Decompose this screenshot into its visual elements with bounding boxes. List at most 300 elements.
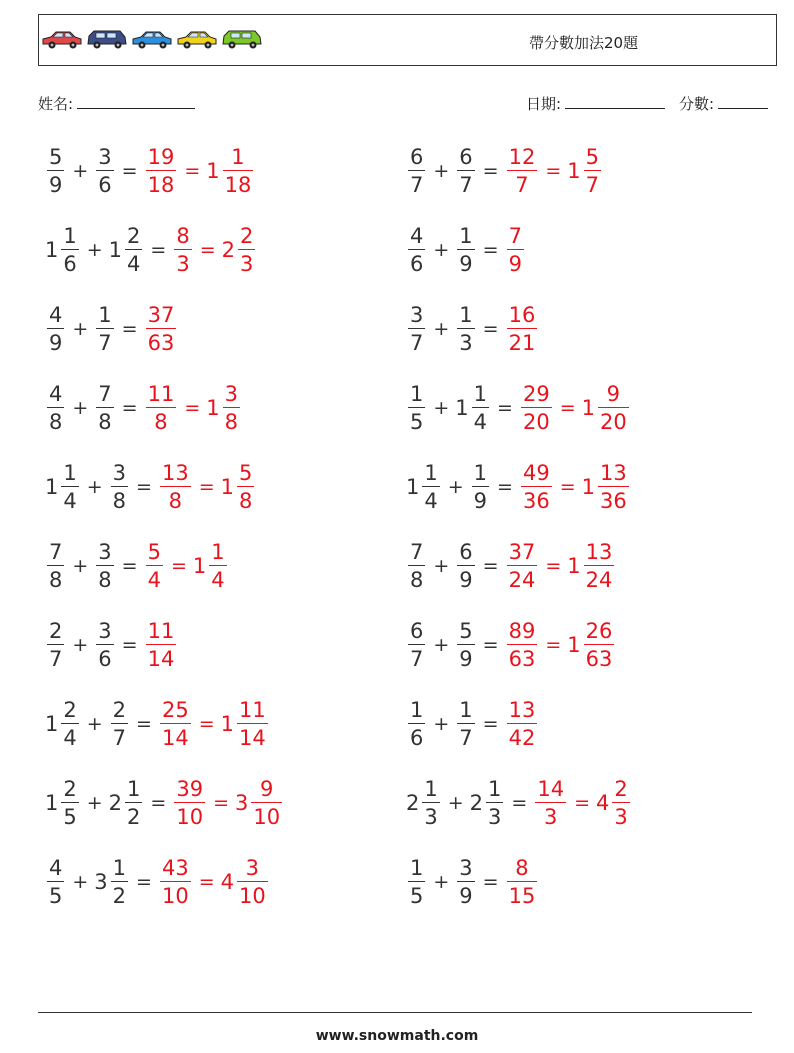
fraction bbox=[408, 698, 425, 750]
fraction bbox=[61, 698, 78, 750]
fraction bbox=[96, 382, 113, 434]
numerator: 6 bbox=[459, 145, 473, 169]
denominator: 63 bbox=[585, 647, 613, 671]
fraction-bar bbox=[457, 723, 474, 724]
numerator: 7 bbox=[410, 540, 424, 564]
whole-number: 1 bbox=[220, 475, 234, 499]
fraction-bar bbox=[408, 881, 425, 882]
fraction bbox=[408, 540, 425, 592]
fraction-bar bbox=[96, 170, 113, 171]
equals-sign: = bbox=[121, 160, 138, 182]
fraction bbox=[160, 856, 191, 908]
denominator: 3 bbox=[488, 805, 502, 829]
equals-sign: = bbox=[184, 397, 201, 419]
answer bbox=[144, 145, 179, 197]
equals-sign: = bbox=[199, 239, 216, 261]
score-blank[interactable] bbox=[718, 94, 768, 109]
footer-divider bbox=[38, 1012, 752, 1013]
numerator: 37 bbox=[508, 540, 536, 564]
fraction-bar bbox=[472, 486, 489, 487]
fraction-bar bbox=[237, 881, 268, 882]
fraction bbox=[174, 224, 191, 276]
fraction bbox=[61, 224, 78, 276]
answer bbox=[144, 619, 179, 671]
blue-car-icon bbox=[131, 27, 173, 55]
denominator: 7 bbox=[459, 726, 473, 750]
equals-sign: = bbox=[184, 160, 201, 182]
denominator: 14 bbox=[147, 647, 175, 671]
denominator: 4 bbox=[147, 568, 161, 592]
car-icons bbox=[41, 27, 263, 55]
plus-sign: + bbox=[433, 160, 450, 182]
denominator: 10 bbox=[161, 884, 189, 908]
fraction bbox=[408, 145, 425, 197]
fraction-bar bbox=[125, 249, 142, 250]
numerator: 1 bbox=[410, 698, 424, 722]
fraction-bar bbox=[457, 565, 474, 566]
denominator: 5 bbox=[49, 884, 63, 908]
denominator: 18 bbox=[147, 173, 175, 197]
answer bbox=[533, 777, 568, 829]
denominator: 8 bbox=[49, 568, 63, 592]
denominator: 5 bbox=[63, 805, 77, 829]
denominator: 7 bbox=[515, 173, 529, 197]
fraction-bar bbox=[507, 565, 538, 566]
equals-sign: = bbox=[511, 792, 528, 814]
fraction-bar bbox=[146, 328, 177, 329]
answer bbox=[193, 540, 229, 592]
answer bbox=[158, 698, 193, 750]
denominator: 6 bbox=[63, 252, 77, 276]
problem-9 bbox=[45, 461, 256, 513]
problem-17 bbox=[45, 777, 284, 829]
fraction bbox=[472, 461, 489, 513]
fraction-bar bbox=[507, 328, 538, 329]
numerator: 1 bbox=[488, 777, 502, 801]
numerator: 3 bbox=[98, 145, 112, 169]
fraction-bar bbox=[408, 249, 425, 250]
denominator: 2 bbox=[112, 884, 127, 908]
numerator: 5 bbox=[239, 461, 253, 485]
numerator: 1 bbox=[410, 856, 424, 880]
fraction-bar bbox=[160, 881, 191, 882]
numerator: 11 bbox=[147, 382, 175, 406]
denominator: 63 bbox=[508, 647, 536, 671]
answer bbox=[221, 698, 270, 750]
whole-number: 2 bbox=[108, 791, 123, 815]
fraction bbox=[47, 619, 64, 671]
equals-sign: = bbox=[482, 634, 499, 656]
fraction bbox=[408, 619, 425, 671]
denominator: 5 bbox=[410, 410, 424, 434]
whole-number: 1 bbox=[567, 633, 581, 657]
denominator: 3 bbox=[614, 805, 628, 829]
fraction-bar bbox=[408, 328, 425, 329]
equals-sign: = bbox=[121, 318, 138, 340]
fraction bbox=[146, 619, 177, 671]
numerator: 4 bbox=[49, 856, 63, 880]
equals-sign: = bbox=[170, 555, 187, 577]
equals-sign: = bbox=[574, 792, 590, 814]
whole-number: 1 bbox=[108, 238, 123, 262]
numerator: 11 bbox=[147, 619, 175, 643]
denominator: 6 bbox=[410, 252, 424, 276]
fraction-bar bbox=[507, 881, 538, 882]
fraction bbox=[47, 145, 64, 197]
fraction bbox=[507, 540, 538, 592]
fraction-bar bbox=[598, 486, 629, 487]
fraction-bar bbox=[472, 407, 489, 408]
denominator: 3 bbox=[424, 805, 438, 829]
denominator: 15 bbox=[508, 884, 536, 908]
answer bbox=[505, 698, 540, 750]
problem-7 bbox=[45, 382, 242, 434]
denominator: 36 bbox=[600, 489, 627, 513]
fraction-bar bbox=[408, 170, 425, 171]
fraction bbox=[174, 777, 205, 829]
fraction bbox=[472, 382, 489, 434]
answer bbox=[144, 303, 179, 355]
numerator: 39 bbox=[176, 777, 204, 801]
numerator: 3 bbox=[224, 382, 238, 406]
fraction-bar bbox=[422, 486, 439, 487]
numerator: 1 bbox=[211, 540, 225, 564]
whole-number: 3 bbox=[235, 791, 249, 815]
fraction bbox=[61, 777, 78, 829]
denominator: 7 bbox=[49, 647, 63, 671]
answer bbox=[158, 461, 193, 513]
problem-4 bbox=[406, 224, 526, 276]
fraction-bar bbox=[251, 802, 282, 803]
fraction-bar bbox=[47, 565, 64, 566]
plus-sign: + bbox=[433, 634, 450, 656]
fraction-bar bbox=[96, 565, 113, 566]
plus-sign: + bbox=[86, 239, 103, 261]
answer bbox=[582, 461, 631, 513]
equals-sign: = bbox=[545, 634, 562, 656]
fraction-bar bbox=[584, 644, 615, 645]
fraction-bar bbox=[223, 407, 240, 408]
fraction bbox=[47, 303, 64, 355]
numerator: 5 bbox=[147, 540, 161, 564]
whole-number: 4 bbox=[220, 870, 234, 894]
fraction bbox=[146, 540, 163, 592]
navy-suv-icon bbox=[86, 27, 128, 55]
yellow-car-icon bbox=[176, 27, 218, 55]
fraction bbox=[209, 540, 226, 592]
problem-11 bbox=[45, 540, 229, 592]
denominator: 4 bbox=[63, 489, 77, 513]
fraction bbox=[160, 698, 191, 750]
plus-sign: + bbox=[433, 871, 450, 893]
plus-sign: + bbox=[72, 160, 89, 182]
fraction bbox=[422, 461, 439, 513]
denominator: 10 bbox=[176, 805, 204, 829]
denominator: 42 bbox=[508, 726, 536, 750]
plus-sign: + bbox=[72, 871, 89, 893]
fraction-bar bbox=[457, 881, 474, 882]
fraction-bar bbox=[96, 407, 113, 408]
whole-number: 1 bbox=[406, 475, 420, 499]
denominator: 7 bbox=[410, 331, 424, 355]
numerator: 1 bbox=[473, 382, 488, 406]
numerator: 1 bbox=[127, 777, 141, 801]
numerator: 1 bbox=[459, 303, 473, 327]
numerator: 29 bbox=[522, 382, 550, 406]
problem-5 bbox=[45, 303, 178, 355]
numerator: 1 bbox=[424, 461, 438, 485]
fraction bbox=[96, 303, 113, 355]
problem-10 bbox=[406, 461, 631, 513]
answer bbox=[567, 619, 616, 671]
fraction bbox=[251, 777, 282, 829]
fraction bbox=[237, 698, 268, 750]
equals-sign: = bbox=[497, 397, 513, 419]
fraction bbox=[408, 303, 425, 355]
fraction-bar bbox=[47, 407, 64, 408]
plus-sign: + bbox=[86, 792, 103, 814]
problem-15 bbox=[45, 698, 270, 750]
fraction bbox=[507, 856, 538, 908]
denominator: 14 bbox=[161, 726, 189, 750]
numerator: 89 bbox=[508, 619, 536, 643]
date-blank[interactable] bbox=[565, 94, 665, 109]
fraction bbox=[507, 224, 524, 276]
equals-sign: = bbox=[482, 871, 499, 893]
footer-url[interactable]: www.snowmath.com bbox=[315, 1028, 479, 1044]
denominator: 9 bbox=[459, 568, 473, 592]
whole-number: 1 bbox=[567, 159, 581, 183]
denominator: 63 bbox=[147, 331, 175, 355]
fraction-bar bbox=[61, 802, 78, 803]
denominator: 8 bbox=[112, 489, 127, 513]
plus-sign: + bbox=[72, 397, 89, 419]
fraction bbox=[125, 777, 142, 829]
denominator: 18 bbox=[224, 173, 252, 197]
problem-14 bbox=[406, 619, 616, 671]
answer bbox=[582, 382, 631, 434]
denominator: 24 bbox=[508, 568, 536, 592]
fraction bbox=[111, 856, 128, 908]
whole-number: 1 bbox=[45, 475, 59, 499]
whole-number: 1 bbox=[206, 159, 220, 183]
whole-number: 1 bbox=[45, 238, 59, 262]
fraction-bar bbox=[160, 723, 191, 724]
plus-sign: + bbox=[72, 634, 89, 656]
denominator: 5 bbox=[410, 884, 424, 908]
fraction-bar bbox=[61, 486, 78, 487]
problem-2 bbox=[406, 145, 603, 197]
answer bbox=[505, 224, 526, 276]
numerator: 3 bbox=[112, 461, 127, 485]
denominator: 8 bbox=[239, 489, 253, 513]
fraction-bar bbox=[507, 249, 524, 250]
equals-sign: = bbox=[482, 555, 499, 577]
answer bbox=[505, 145, 540, 197]
date-label: 日期: bbox=[526, 95, 562, 113]
answer bbox=[505, 303, 540, 355]
fraction-bar bbox=[209, 565, 226, 566]
fraction-bar bbox=[61, 249, 78, 250]
answer bbox=[172, 224, 193, 276]
fraction-bar bbox=[457, 644, 474, 645]
problem-16 bbox=[406, 698, 539, 750]
denominator: 6 bbox=[98, 173, 112, 197]
fraction bbox=[111, 461, 128, 513]
whole-number: 2 bbox=[469, 791, 484, 815]
fraction bbox=[238, 224, 255, 276]
numerator: 1 bbox=[63, 461, 77, 485]
equals-sign: = bbox=[559, 476, 576, 498]
fraction-bar bbox=[47, 170, 64, 171]
fraction-bar bbox=[96, 328, 113, 329]
numerator: 13 bbox=[161, 461, 189, 485]
answer bbox=[567, 540, 616, 592]
numerator: 2 bbox=[240, 224, 254, 248]
fraction-bar bbox=[457, 170, 474, 171]
answer bbox=[221, 856, 270, 908]
fraction-bar bbox=[96, 644, 113, 645]
answer bbox=[505, 856, 540, 908]
fraction bbox=[47, 856, 64, 908]
equals-sign: = bbox=[121, 634, 138, 656]
numerator: 26 bbox=[585, 619, 613, 643]
denominator: 4 bbox=[63, 726, 77, 750]
answer bbox=[222, 224, 258, 276]
denominator: 8 bbox=[168, 489, 183, 513]
problem-6 bbox=[406, 303, 539, 355]
answer bbox=[505, 619, 540, 671]
fraction bbox=[223, 145, 254, 197]
denominator: 6 bbox=[410, 726, 424, 750]
fraction bbox=[584, 619, 615, 671]
denominator: 21 bbox=[508, 331, 536, 355]
answer bbox=[206, 382, 242, 434]
numerator: 13 bbox=[508, 698, 536, 722]
denominator: 20 bbox=[522, 410, 550, 434]
fraction bbox=[486, 777, 503, 829]
fraction-bar bbox=[174, 802, 205, 803]
fraction bbox=[457, 856, 474, 908]
fraction-bar bbox=[237, 486, 254, 487]
fraction-bar bbox=[584, 170, 601, 171]
answer bbox=[144, 382, 179, 434]
fraction bbox=[598, 382, 629, 434]
fraction-bar bbox=[612, 802, 629, 803]
worksheet-header bbox=[38, 14, 777, 66]
numerator: 9 bbox=[260, 777, 274, 801]
denominator: 24 bbox=[585, 568, 613, 592]
numerator: 13 bbox=[585, 540, 613, 564]
whole-number: 1 bbox=[455, 396, 469, 420]
plus-sign: + bbox=[447, 792, 464, 814]
numerator: 1 bbox=[231, 145, 245, 169]
fraction bbox=[507, 619, 538, 671]
numerator: 7 bbox=[49, 540, 63, 564]
fraction-bar bbox=[408, 407, 425, 408]
denominator: 7 bbox=[410, 173, 424, 197]
equals-sign: = bbox=[150, 239, 167, 261]
numerator: 5 bbox=[585, 145, 599, 169]
fraction-bar bbox=[111, 881, 128, 882]
denominator: 4 bbox=[211, 568, 225, 592]
answer bbox=[144, 540, 165, 592]
plus-sign: + bbox=[433, 397, 450, 419]
numerator: 11 bbox=[239, 698, 266, 722]
whole-number: 1 bbox=[192, 554, 207, 578]
worksheet-title: 帶分數加法20題 bbox=[529, 34, 639, 52]
fraction bbox=[237, 856, 268, 908]
problem-8 bbox=[406, 382, 631, 434]
denominator: 10 bbox=[239, 884, 266, 908]
problem-1 bbox=[45, 145, 255, 197]
whole-number: 4 bbox=[596, 791, 610, 815]
numerator: 3 bbox=[98, 619, 112, 643]
name-blank[interactable] bbox=[77, 94, 195, 109]
whole-number: 1 bbox=[567, 554, 581, 578]
answer bbox=[172, 777, 207, 829]
numerator: 43 bbox=[161, 856, 189, 880]
fraction bbox=[507, 145, 538, 197]
plus-sign: + bbox=[433, 239, 450, 261]
answer bbox=[505, 540, 540, 592]
numerator: 13 bbox=[600, 461, 627, 485]
denominator: 3 bbox=[459, 331, 473, 355]
fraction bbox=[584, 145, 601, 197]
problem-19 bbox=[45, 856, 270, 908]
numerator: 2 bbox=[49, 619, 63, 643]
denominator: 9 bbox=[459, 647, 473, 671]
numerator: 49 bbox=[522, 461, 550, 485]
numerator: 8 bbox=[515, 856, 529, 880]
equals-sign: = bbox=[497, 476, 513, 498]
fraction bbox=[408, 856, 425, 908]
fraction-bar bbox=[237, 723, 268, 724]
fraction-bar bbox=[47, 328, 64, 329]
denominator: 9 bbox=[459, 252, 473, 276]
fraction-bar bbox=[422, 802, 439, 803]
numerator: 1 bbox=[112, 856, 127, 880]
denominator: 9 bbox=[49, 173, 63, 197]
fraction-bar bbox=[146, 170, 177, 171]
fraction-bar bbox=[111, 486, 128, 487]
equals-sign: = bbox=[482, 239, 499, 261]
name-field bbox=[38, 93, 195, 114]
whole-number: 1 bbox=[45, 712, 59, 736]
numerator: 12 bbox=[508, 145, 536, 169]
answer bbox=[206, 145, 255, 197]
equals-sign: = bbox=[482, 318, 499, 340]
numerator: 4 bbox=[49, 303, 63, 327]
numerator: 1 bbox=[424, 777, 438, 801]
fraction bbox=[160, 461, 191, 513]
denominator: 8 bbox=[410, 568, 424, 592]
denominator: 2 bbox=[127, 805, 141, 829]
plus-sign: + bbox=[433, 555, 450, 577]
fraction bbox=[223, 382, 240, 434]
denominator: 3 bbox=[176, 252, 190, 276]
whole-number: 1 bbox=[581, 475, 595, 499]
fraction bbox=[521, 461, 552, 513]
denominator: 8 bbox=[49, 410, 63, 434]
fraction-bar bbox=[223, 170, 254, 171]
whole-number: 1 bbox=[581, 396, 595, 420]
fraction bbox=[146, 145, 177, 197]
fraction bbox=[96, 145, 113, 197]
fraction bbox=[457, 619, 474, 671]
equals-sign: = bbox=[136, 713, 152, 735]
fraction-bar bbox=[125, 802, 142, 803]
